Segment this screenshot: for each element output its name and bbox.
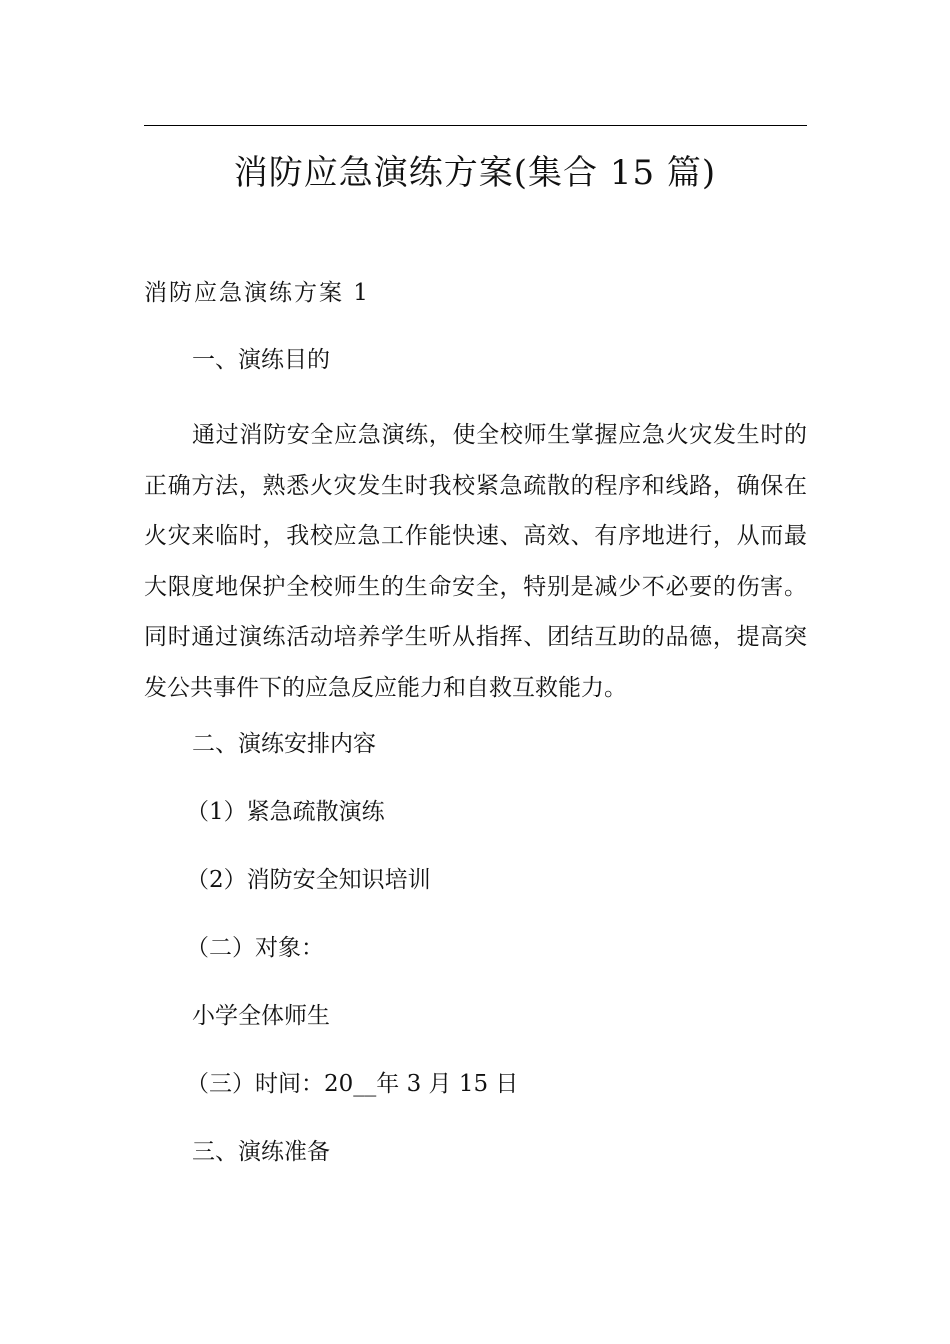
paragraph-line: 正确方法，熟悉火灾发生时我校紧急疏散的程序和线路，确保在 [144, 472, 807, 499]
list-item-training: （2）消防安全知识培训 [186, 867, 431, 893]
top-horizontal-rule [144, 125, 807, 126]
subheading-object: （二）对象： [186, 935, 324, 961]
object-value: 小学全体师生 [192, 1003, 330, 1029]
paragraph-line: 大限度地保护全校师生的生命安全，特别是减少不必要的伤害。 [144, 573, 807, 600]
document-title: 消防应急演练方案(集合 15 篇) [233, 153, 717, 193]
paragraph-line: 同时通过演练活动培养学生听从指挥、团结互助的品德，提高突 [144, 624, 807, 650]
paragraph-line: 发公共事件下的应急反应能力和自救互救能力。 [144, 674, 627, 701]
list-item-evacuation: （1）紧急疏散演练 [186, 799, 385, 825]
purpose-paragraph [144, 410, 807, 713]
heading-arrangement: 二、演练安排内容 [192, 731, 376, 757]
paragraph-line: 通过消防安全应急演练，使全校师生掌握应急火灾发生时的 [192, 422, 807, 448]
subheading-time: （三）时间：20__年 3 月 15 日 [186, 1071, 519, 1097]
section-title: 消防应急演练方案 1 [144, 280, 370, 306]
heading-purpose: 一、演练目的 [192, 347, 330, 373]
paragraph-line: 火灾来临时，我校应急工作能快速、高效、有序地进行，从而最 [144, 523, 807, 549]
heading-preparation: 三、演练准备 [192, 1139, 330, 1165]
